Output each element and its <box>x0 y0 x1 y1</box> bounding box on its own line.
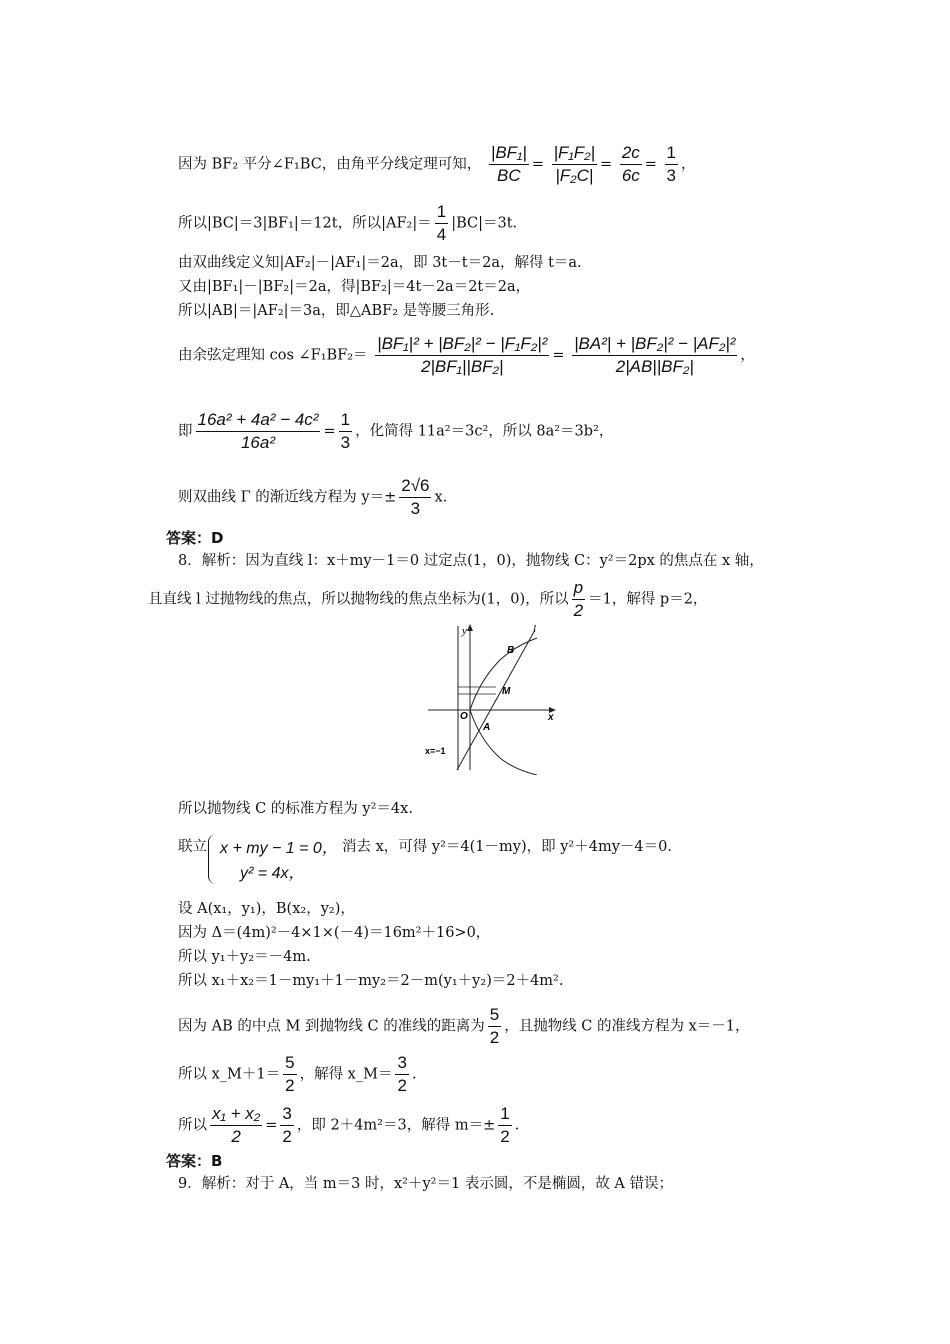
answer-7: 答案：D <box>166 529 224 547</box>
line-l <box>457 630 535 770</box>
denominator: 2 <box>489 1028 500 1047</box>
text: ，且抛物线 C 的准线方程为 x＝－1， <box>504 1018 750 1035</box>
line-xm <box>178 1053 417 1096</box>
text: ，化简得 11a²＝3c²，所以 8a²＝3b²， <box>355 423 614 440</box>
line-bc-length <box>178 202 517 245</box>
line-bf2: 又由|BF₁|－|BF₂|＝2a，得|BF₂|＝4t－2a＝2t＝2a， <box>178 279 531 295</box>
fraction <box>552 143 597 186</box>
fraction <box>375 334 549 377</box>
numerator: 1 <box>435 202 448 224</box>
line-sum-y: 所以 y₁＋y₂＝－4m. <box>178 949 311 965</box>
denominator: 2 <box>285 1076 295 1095</box>
denominator: 4 <box>436 225 447 244</box>
solution-9-line1: 9．解析：对于 A，当 m＝3 时，x²＋y²＝1 表示圆，不是椭圆，故 A 错误； <box>178 1176 674 1192</box>
denominator: 6c <box>621 166 640 185</box>
denominator: 2 <box>397 1076 407 1095</box>
fraction <box>498 1104 511 1147</box>
label-x: x <box>548 712 554 723</box>
text: x. <box>434 489 448 506</box>
line-hyperbola-def: 由双曲线定义知|AF₂|－|AF₁|＝2a，即 3t－t＝2a，解得 t＝a. <box>178 255 582 271</box>
fraction <box>210 1104 262 1147</box>
text: 所以 x_M＋1＝ <box>178 1066 281 1083</box>
label-A: A <box>483 722 491 733</box>
denominator: 3 <box>340 433 351 452</box>
answer-8: 答案：B <box>166 1152 223 1170</box>
fraction <box>395 1053 408 1096</box>
line-solve-m: 所以 $\frac{\text{x₁ + x₂}}{2}$ = $\frac{3}{2}$ ，即 2＋4m²＝3，解得 m＝± $\frac{1}{2}$ . <box>178 1104 520 1146</box>
denominator: |F₂C| <box>555 166 594 185</box>
fraction <box>665 143 678 186</box>
denominator: 2|BF₁||BF₂| <box>421 357 504 376</box>
text: 因为 BF₂ 平分∠F₁BC，由角平分线定理可知， <box>178 156 482 173</box>
numerator: p <box>572 578 585 600</box>
text: 所以 <box>178 1117 207 1134</box>
numerator: 16a² + 4a² − 4c² <box>196 410 321 432</box>
numerator: 3 <box>280 1104 293 1126</box>
label-B: B <box>507 645 515 656</box>
numerator: 1 <box>665 143 678 165</box>
fraction <box>572 578 585 621</box>
text: |BC|＝3t. <box>451 215 518 232</box>
line-joint: 联立 <box>178 839 207 855</box>
label-l: l <box>533 623 537 635</box>
line-asymptote <box>178 476 447 519</box>
fraction <box>196 410 321 453</box>
fraction <box>399 476 431 519</box>
numerator: 3 <box>395 1053 408 1075</box>
fraction <box>280 1104 293 1147</box>
numerator: 1 <box>498 1104 511 1126</box>
line-cosine-rule: 由余弦定理知 cos ∠F₁BF₂＝ $\frac{\text{|BF₁|² + |BF₂|² − |F₁F₂|²}}{\text{2|BF₁||BF₂|}}$ = $\frac{\text{|BA²| + |BF₂|² − |AF₂|²}}{\text{2|AB||BF₂|}}$ ， <box>178 334 755 376</box>
numerator: 5 <box>283 1053 296 1075</box>
text: ＝1，解得 p＝2， <box>588 591 708 608</box>
text: . <box>411 1066 417 1083</box>
line-isosceles: 所以|AB|＝|AF₂|＝3a，即△ABF₂ 是等腰三角形. <box>178 303 495 319</box>
line-set-points: 设 A(x₁，y₁)，B(x₂，y₂)， <box>178 901 355 917</box>
brace <box>208 834 217 884</box>
line-standard-eq: 所以抛物线 C 的标准方程为 y²＝4x. <box>178 801 413 817</box>
line-eliminate: 消去 x，可得 y²＝4(1－my)，即 y²＋4my－4＝0. <box>342 839 672 855</box>
label-directrix: x=−1 <box>425 746 446 756</box>
denominator: 2|AB||BF₂| <box>615 357 694 376</box>
text: 因为 AB 的中点 M 到抛物线 C 的准线的距离为 <box>178 1018 485 1035</box>
fraction <box>339 410 352 453</box>
denominator: 2 <box>573 601 584 620</box>
fraction <box>489 143 529 186</box>
text: . <box>514 1117 520 1134</box>
text: 即 <box>178 423 193 440</box>
numerator: 5 <box>488 1005 501 1027</box>
text: 且直线 l 过抛物线的焦点，所以抛物线的焦点坐标为(1，0)，所以 <box>148 591 569 608</box>
parabola-curve <box>470 638 537 775</box>
numerator: |BF₁|² + |BF₂|² − |F₁F₂|² <box>375 334 549 356</box>
solution-8-line1: 8．解析：因为直线 l：x＋my－1＝0 过定点(1，0)，抛物线 C：y²＝2px 的焦点在 x 轴， <box>178 553 764 569</box>
denominator: 2 <box>282 1127 292 1146</box>
denominator: 16a² <box>240 433 275 452</box>
line-simplify: 即 $\frac{\text{16a² + 4a² − 4c²}}{\text{16a²}}$ = $\frac{1}{3}$ ，化简得 11a²＝3c²，所以 8a²＝3b²， <box>178 410 614 452</box>
fraction <box>620 143 642 186</box>
label-y: y <box>462 625 467 637</box>
numerator: 2c <box>620 143 642 165</box>
parabola-figure <box>425 620 575 775</box>
denominator: 2 <box>231 1127 241 1146</box>
system-eq-2: y² = 4x， <box>240 865 305 882</box>
numerator: |BF₁| <box>489 143 529 165</box>
text: ，解得 x_M＝ <box>299 1066 393 1083</box>
system-eq-1: x + my − 1 = 0， <box>220 840 338 857</box>
line-midpoint <box>178 1005 750 1048</box>
denominator: 2 <box>500 1127 510 1146</box>
denominator: 3 <box>410 499 421 518</box>
line-sum-x: 所以 x₁＋x₂＝1－my₁＋1－my₂＝2－m(y₁＋y₂)＝2＋4m². <box>178 973 564 989</box>
text: 所以|BC|＝3|BF₁|＝12t，所以|AF₂|＝ <box>178 215 432 232</box>
y-axis-arrow <box>467 624 473 631</box>
numerator: 2√6 <box>399 476 431 498</box>
fraction <box>488 1005 501 1048</box>
fraction <box>572 334 737 377</box>
numerator: |BA²| + |BF₂|² − |AF₂|² <box>572 334 737 356</box>
solution-8-line2 <box>148 578 707 621</box>
text: 则双曲线 Γ 的渐近线方程为 y＝± <box>178 489 397 506</box>
text: 由余弦定理知 cos ∠F₁BF₂＝ <box>178 347 368 364</box>
numerator: |F₁F₂| <box>552 143 597 165</box>
denominator: 3 <box>666 166 677 185</box>
fraction <box>283 1053 296 1096</box>
numerator: x₁ + x₂ <box>210 1104 262 1126</box>
text: ，即 2＋4m²＝3，解得 m＝± <box>296 1117 496 1134</box>
line-angle-bisector: 因为 BF₂ 平分∠F₁BC，由角平分线定理可知， $\frac{\text{|BF₁|}}{BC}$ = $\frac{\text{|F₁F₂|}}{\text{|F₂C|}}$ = $\frac{2c}{6c}$ = $\frac{1}{3}$ ， <box>178 143 696 185</box>
label-O: O <box>460 711 468 722</box>
line-discriminant: 因为 Δ＝(4m)²－4×1×(－4)＝16m²＋16>0， <box>178 925 491 941</box>
numerator: 1 <box>339 410 352 432</box>
denominator: BC <box>497 166 521 185</box>
label-M: M <box>502 686 511 697</box>
fraction <box>435 202 448 245</box>
